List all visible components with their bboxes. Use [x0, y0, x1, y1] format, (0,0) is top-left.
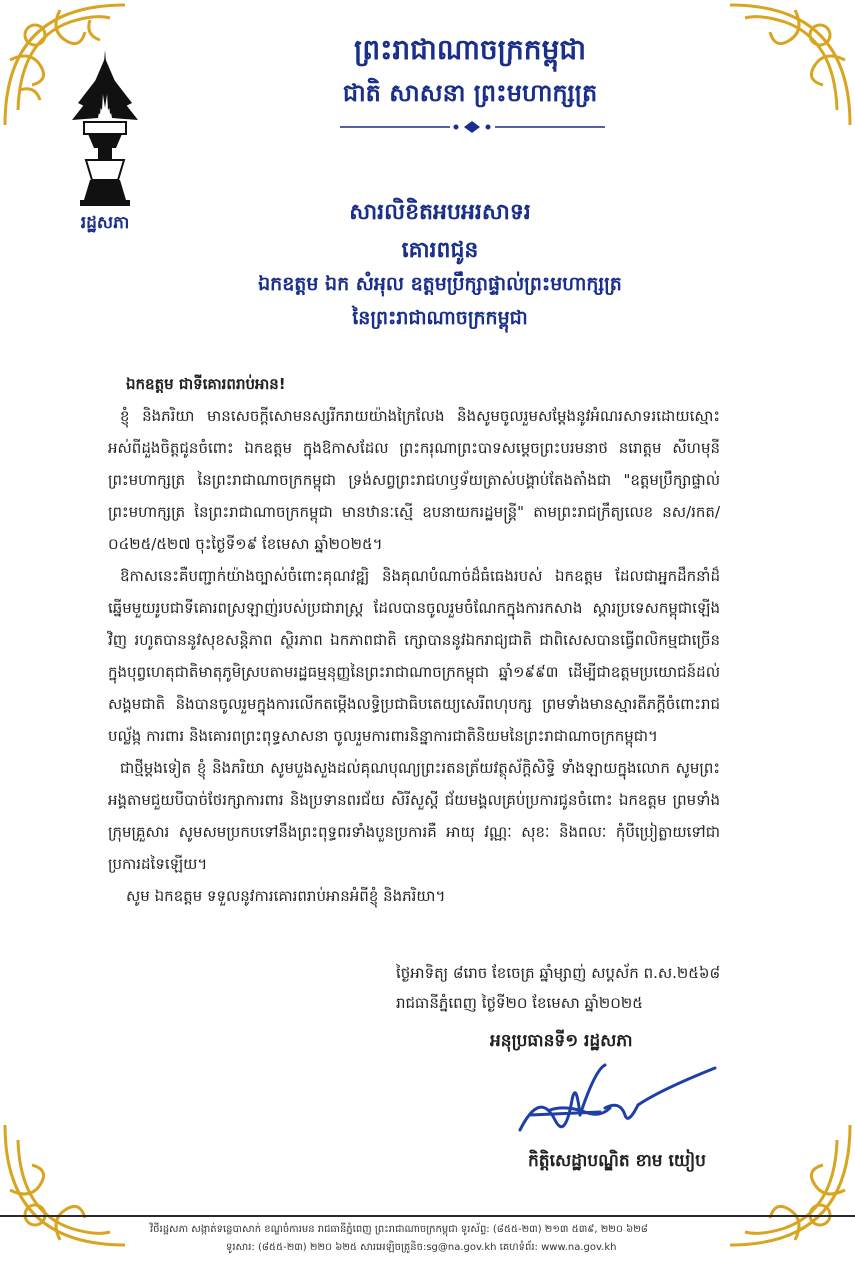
divider-ornament-icon: [340, 120, 605, 134]
letter-title: សារលិខិតអបអរសាទរ: [349, 200, 531, 225]
institution-label: រដ្ឋសភា: [80, 213, 130, 233]
lunar-date: ថ្ងៃអាទិត្យ ៨រោច ខែចេត្រ ឆ្នាំម្សាញ់ សប្តស័ក ព.ស.២៥៦៨: [396, 964, 721, 982]
paragraph-2: ឱកាសនេះគឺបញ្ជាក់យ៉ាងច្បាស់ចំពោះគុណវឌ្ឍិ និងគុណបំណាច់ដ៏ធំធេងរបស់ ឯកឧត្តម ដែលជាអ្នកដឹកនាំដ៏ឆ្នើមមួយរូបជាទីគោរពស្រឡាញ់របស់ប្រជារាស្ត្រ ដែលបានចូលរួមចំណែកក្នុងការកសាង ស្តារប្រទេសកម្ពុជាឡើងវិញ រហូតបាននូវសុខសន្តិភាព ស្ថិរភាព ឯកភាពជាតិ ក្សោបាននូវឯករាជ្យជាតិ ជាពិសេសបានធ្វើពលិកម្មជាច្រើនក្នុងបុព្វហេតុជាតិមាតុភូមិស្របតាមរដ្ឋធម្មនុញ្ញនៃព្រះរាជាណាចក្រកម្ពុជា ឆ្នាំ១៩៩៣ ដើម្បីជាឧត្តមប្រយោជន៍ដល់សង្គមជាតិ និងបានចូលរួមក្នុងការលើកតម្កើងលទ្ធិប្រជាធិបតេយ្យសេរីពហុបក្ស ព្រមទាំងមានស្មារតីភក្ដីចំពោះរាជបល្ល័ង្ក ការពារ និងគោរពព្រះពុទ្ធសាសនា ចូលរួមការពារនិន្នាការជាតិនិយមនៃព្រះរាជាណាចក្រកម្ពុជា។: [108, 567, 720, 745]
paragraph-1: ខ្ញុំ និងភរិយា មានសេចក្តីសោមនស្សរីករាយយ៉ាងក្រៃលែង និងសូមចូលរួមសម្តែងនូវអំណរសាទរដោយស្មោះអស់ពីដួងចិត្តជូនចំពោះ ឯកឧត្តម ក្នុងឱកាសដែល ព្រះករុណាព្រះបាទសម្តេចព្រះបរមនាថ នរោត្តម សីហមុនី ព្រះមហាក្សត្រ នៃព្រះរាជាណាចក្រកម្ពុជា ទ្រង់សព្វព្រះរាជហឫទ័យត្រាស់បង្គាប់តែងតាំងជា "ឧត្តមប្រឹក្សាផ្ទាល់ព្រះមហាក្សត្រ នៃព្រះរាជាណាចក្រកម្ពុជា មានឋានៈស្មើ ឧបនាយករដ្ឋមន្ត្រី" តាមព្រះរាជក្រឹត្យលេខ នស/រកត/០៤២៥/៥២៧ ចុះថ្ងៃទី១៩ ខែមេសា ឆ្នាំ២០២៥។: [108, 407, 720, 553]
handwritten-signature-icon: [510, 1060, 725, 1155]
kingdom-heading: ព្រះរាជាណាចក្រកម្ពុជា: [353, 33, 586, 66]
footer-address: វិថីរដ្ឋសភា សង្កាត់ទន្លេបាសាក់ ខណ្ឌចំការមន រាជធានីភ្នំពេញ ព្រះរាជាណាចក្រកម្ពុជា ទូរស័ព្ទ: (៨៥៥-២៣) ២១៣ ៥៣៩, ២២០ ៦២៨: [150, 1224, 648, 1235]
gold-corner-ornament-icon: [0, 1120, 130, 1250]
letter-body: [108, 368, 720, 912]
national-assembly-emblem-icon: [70, 48, 140, 228]
footer-contact: ទូរសារ: (៨៥៥-២៣) ២២០ ៦២៥ សារអេឡិចត្រូនិច:sg@na.gov.kh គេហទំព័រ: www.na.gov.kh: [226, 1242, 617, 1253]
recipient-country: នៃព្រះរាជាណាចក្រកម្ពុជា: [352, 307, 528, 329]
motto-heading: ជាតិ សាសនា ព្រះមហាក្សត្រ: [342, 79, 598, 107]
solar-date: រាជធានីភ្នំពេញ ថ្ងៃទី២០ ខែមេសា ឆ្នាំ២០២៥: [396, 994, 643, 1012]
salutation: ឯកឧត្តម ជាទីគោរពរាប់អាន!: [126, 375, 286, 393]
closing-line: សូម ឯកឧត្តម ទទួលនូវការគោរពរាប់អានអំពីខ្ញុំ និងភរិយា។: [126, 887, 446, 905]
letter-addressed-to: គោរពជូន: [401, 238, 479, 263]
footer-divider: [0, 1215, 855, 1217]
signer-name: កិត្តិសេដ្ឋាបណ្ឌិត ខាម យៀប: [528, 1151, 706, 1171]
paragraph-3: ជាថ្មីម្តងទៀត ខ្ញុំ និងភរិយា សូមបួងសួងដល់គុណបុណ្យព្រះរតនត្រ័យវត្ថុស័ក្តិសិទ្ធិ ទាំងឡាយក្នុងលោក សូមព្រះអង្គតាមជួយបីបាច់ថែរក្សាការពារ និងប្រទានពរជ័យ សិរីសួស្តី ជ័យមង្គលគ្រប់ប្រការជូនចំពោះ ឯកឧត្តម ព្រមទាំងក្រុមគ្រួសារ សូមសមប្រកបទៅនឹងព្រះពុទ្ធពរទាំងបួនប្រការគឺ អាយុ វណ្ណៈ សុខៈ និងពលៈ កុំបីប្រៀត្លាយទៅជាប្រការដទៃឡើយ។: [108, 759, 720, 873]
date-block: [396, 958, 796, 1018]
signer-title: អនុប្រធានទី១ រដ្ឋសភា: [490, 1031, 633, 1051]
recipient-name: ឯកឧត្តម ឯក សំអុល ឧត្តមប្រឹក្សាផ្ទាល់ព្រះមហាក្សត្រ: [258, 273, 622, 295]
gold-corner-ornament-icon: [725, 0, 855, 130]
